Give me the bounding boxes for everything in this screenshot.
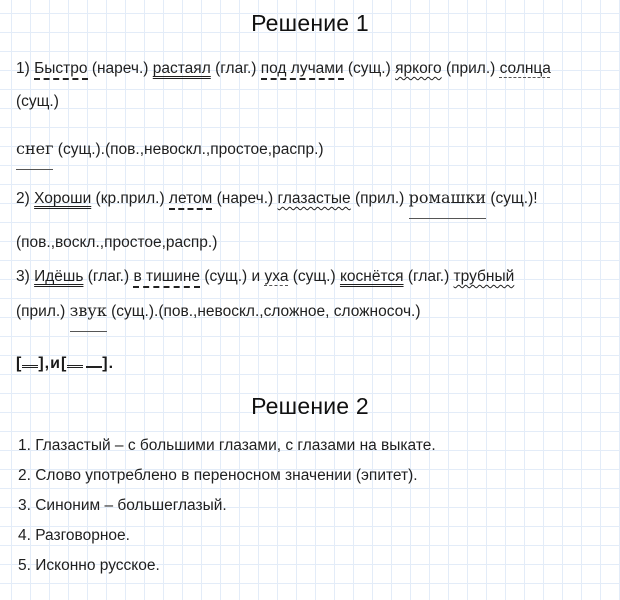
sentence-scheme — [16, 353, 114, 373]
word-predicate: Хороши — [34, 190, 92, 207]
answer-item-1: 1. Глазастый – с большими глазами, с глазами на выкате. — [18, 437, 436, 454]
sentence-1-line-1 — [16, 60, 551, 78]
sentence-characteristics: (пов.,воскл.,простое,распр.) — [16, 234, 218, 251]
solution-2-heading: Решение 2 — [251, 393, 369, 419]
answer-item-4: 4. Разговорное. — [18, 527, 130, 544]
pos-tag: (прил.) — [354, 190, 405, 207]
bracket-connector: ],и[ — [38, 355, 68, 372]
pos-tag: (глаг.) — [407, 268, 450, 285]
pos-tag: (прил.) — [16, 303, 66, 320]
answer-item-3: 3. Синоним – большеглазый. — [18, 497, 227, 514]
sentence-2-line-2 — [16, 234, 217, 252]
word-attribute: глазастые — [277, 190, 351, 207]
word-predicate: Идёшь — [34, 268, 84, 285]
word-predicate: растаял — [152, 60, 211, 77]
pos-tag: (прил.) — [445, 60, 496, 77]
pos-tag: (глаг.) — [87, 268, 130, 285]
sentence-1-line-2 — [16, 93, 59, 111]
sentence-3-line-2 — [16, 301, 420, 321]
word-adverbial: в тишине — [133, 268, 200, 288]
answer-item-2: 2. Слово употреблено в переносном значении (эпитет). — [18, 467, 418, 484]
predicate-slot — [22, 353, 38, 368]
sentence-3-line-1 — [16, 268, 514, 286]
sentence-number: 3) — [16, 268, 30, 285]
sentence-1-line-3 — [16, 139, 324, 159]
word-adverbial: Быстро — [34, 60, 87, 80]
word-object: уха — [264, 268, 289, 285]
sentence-number: 1) — [16, 60, 30, 77]
word-predicate: коснётся — [339, 268, 404, 285]
word-attribute: яркого — [395, 60, 442, 77]
word-object: солнца — [499, 60, 551, 77]
pos-tag: (сущ.).(пов.,невоскл.,сложное, сложносоч.) — [111, 303, 421, 320]
pos-tag: (нареч.) — [216, 190, 274, 207]
pos-tag: (сущ.) — [292, 268, 336, 285]
pos-tag: (сущ.) — [347, 60, 391, 77]
sentence-2-line-1 — [16, 188, 538, 208]
pos-tag: (сущ.).(пов.,невоскл.,простое,распр.) — [57, 141, 324, 158]
bracket: ]. — [102, 355, 115, 372]
pos-tag: (сущ.)! — [490, 190, 538, 207]
pos-tag: (кр.прил.) — [95, 190, 165, 207]
bracket: [ — [16, 355, 23, 372]
answer-item-5: 5. Исконно русское. — [18, 557, 160, 574]
word-subject: звук — [69, 301, 107, 320]
sentence-number: 2) — [16, 190, 30, 207]
word-subject: ромашки — [408, 188, 487, 207]
word-adverbial: под лучами — [261, 60, 344, 80]
subject-slot — [86, 354, 102, 368]
pos-tag: (глаг.) — [215, 60, 257, 77]
word-attribute: трубный — [453, 268, 515, 285]
word-subject: снег — [16, 139, 54, 158]
solution-1-heading: Решение 1 — [251, 10, 369, 36]
predicate-slot — [67, 353, 83, 368]
pos-tag: (нареч.) — [91, 60, 149, 77]
word-adverbial: летом — [169, 190, 212, 210]
pos-tag: (сущ.) — [16, 93, 59, 110]
pos-tag: (сущ.) и — [204, 268, 261, 285]
